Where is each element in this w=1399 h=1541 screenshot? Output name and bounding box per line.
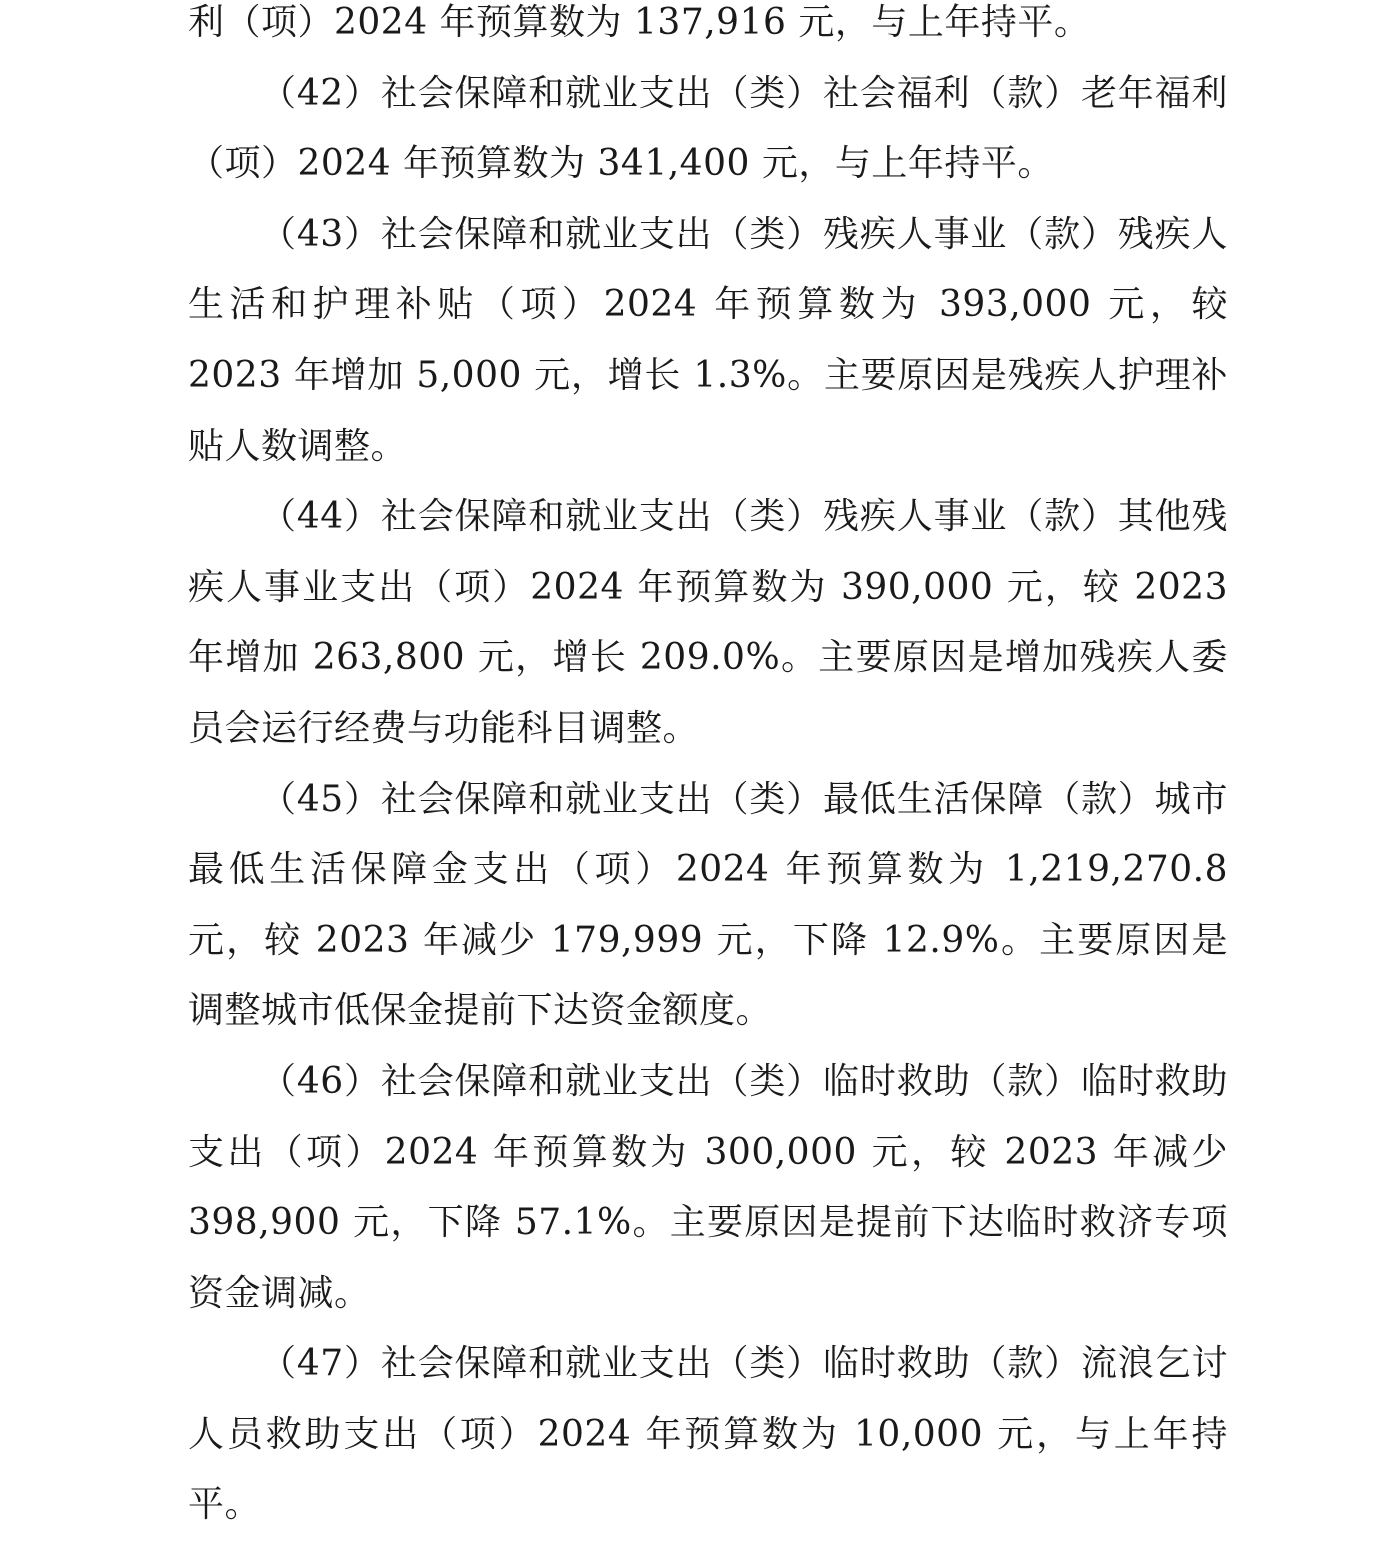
paragraph-45: （45）社会保障和就业支出（类）最低生活保障（款）城市最低生活保障金支出（项）2024 年预算数为 1,219,270.8 元，较 2023 年减少 179,999 元，下降 12.9%。主要原因是调整城市低保金提前下达资金额度。 [188,778,1228,1032]
paragraph-42: （42）社会保障和就业支出（类）社会福利（款）老年福利（项）2024 年预算数为 341,400 元，与上年持平。 [188,72,1228,185]
paragraph-41-continuation: 利（项）2024 年预算数为 137,916 元，与上年持平。 [188,2,1091,43]
paragraph-44: （44）社会保障和就业支出（类）残疾人事业（款）其他残疾人事业支出（项）2024 年预算数为 390,000 元，较 2023 年增加 263,800 元，增长 209.0%。主要原因是增加残疾人委员会运行经费与功能科目调整。 [188,496,1228,749]
document-page [188,0,1228,1541]
paragraph-43: （43）社会保障和就业支出（类）残疾人事业（款）残疾人生活和护理补贴（项）2024 年预算数为 393,000 元，较 2023 年增加 5,000 元，增长 1.3%。主要原因是残疾人护理补贴人数调整。 [188,213,1228,467]
paragraph-47: （47）社会保障和就业支出（类）临时救助（款）流浪乞讨人员救助支出（项）2024 年预算数为 10,000 元，与上年持平。 [188,1343,1228,1526]
paragraph-46: （46）社会保障和就业支出（类）临时救助（款）临时救助支出（项）2024 年预算数为 300,000 元，较 2023 年减少 398,900 元，下降 57.1%。主要原因是提前下达临时救济专项资金调减。 [188,1060,1228,1314]
